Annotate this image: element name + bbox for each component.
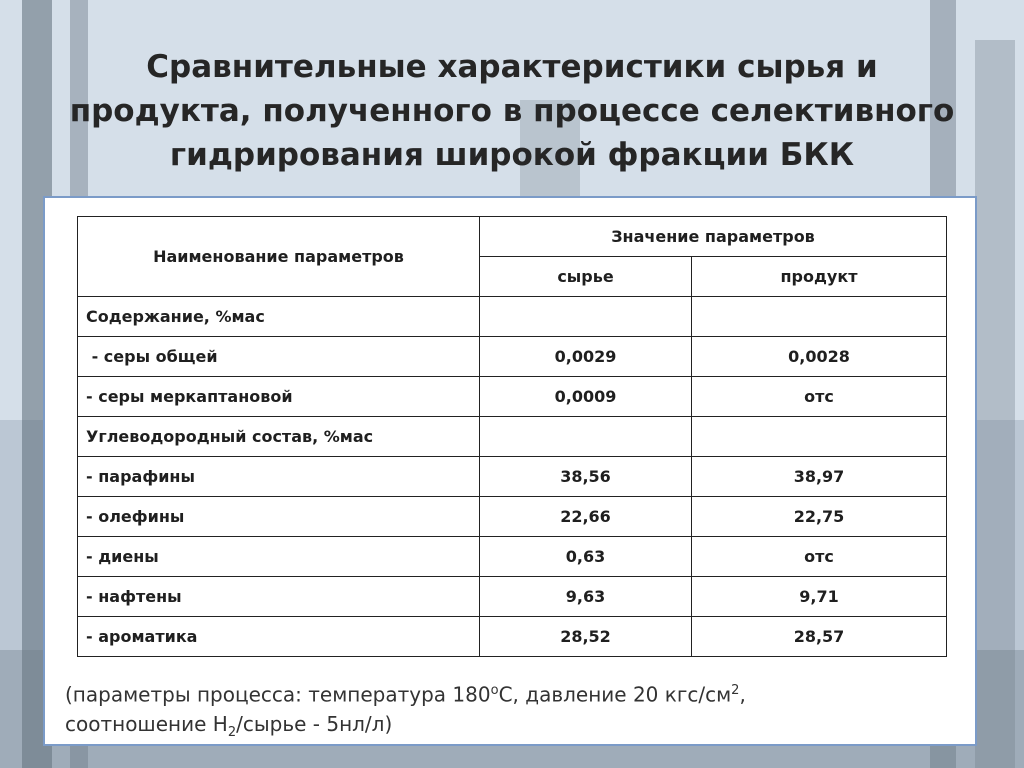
note-temperature-text: (параметры процесса: температура 180 — [65, 682, 491, 707]
note-line-2 — [65, 710, 945, 747]
process-parameters-note — [65, 676, 945, 747]
table-row — [78, 337, 947, 377]
row-raw: 38,56 — [480, 457, 692, 497]
note-ratio-value: /сырье - 5нл/л) — [236, 711, 393, 736]
row-raw: 28,52 — [480, 617, 692, 657]
row-product: отс — [692, 537, 947, 577]
header-product: продукт — [692, 257, 947, 297]
header-raw: сырье — [480, 257, 692, 297]
row-name: - олефины — [78, 497, 480, 537]
note-pressure-text: С, давление 20 кгс/см — [498, 682, 732, 707]
row-product — [692, 297, 947, 337]
table-row — [78, 457, 947, 497]
row-name: - парафины — [78, 457, 480, 497]
note-comma: , — [739, 682, 746, 707]
square-superscript: 2 — [731, 683, 740, 698]
table-row — [78, 617, 947, 657]
row-name: Содержание, %мас — [78, 297, 480, 337]
row-name: - серы общей — [78, 337, 480, 377]
row-name: - нафтены — [78, 577, 480, 617]
row-name: Углеводородный состав, %мас — [78, 417, 480, 457]
table-row — [78, 377, 947, 417]
row-raw — [480, 417, 692, 457]
content-panel — [43, 196, 977, 746]
table-row — [78, 577, 947, 617]
table-header-row — [78, 217, 947, 257]
table-row — [78, 417, 947, 457]
row-product: отс — [692, 377, 947, 417]
row-raw — [480, 297, 692, 337]
row-product: 9,71 — [692, 577, 947, 617]
row-name: - диены — [78, 537, 480, 577]
row-raw: 0,0009 — [480, 377, 692, 417]
row-name: - серы меркаптановой — [78, 377, 480, 417]
row-name: - ароматика — [78, 617, 480, 657]
header-values-group: Значение параметров — [480, 217, 947, 257]
row-product: 38,97 — [692, 457, 947, 497]
h2-subscript: 2 — [227, 724, 237, 740]
header-param-name: Наименование параметров — [78, 217, 480, 297]
row-raw: 0,0029 — [480, 337, 692, 377]
table-row — [78, 297, 947, 337]
slide-title: Сравнительные характеристики сырья и продукта, полученного в процессе селективного гидрирования широкой фракции БКК — [69, 49, 955, 173]
note-line-1 — [65, 676, 945, 710]
row-raw: 22,66 — [480, 497, 692, 537]
note-ratio-text: соотношение H — [65, 711, 228, 736]
table-row — [78, 497, 947, 537]
row-product: 0,0028 — [692, 337, 947, 377]
table-row — [78, 537, 947, 577]
row-raw: 0,63 — [480, 537, 692, 577]
row-product — [692, 417, 947, 457]
row-product: 28,57 — [692, 617, 947, 657]
row-raw: 9,63 — [480, 577, 692, 617]
degree-superscript: o — [490, 683, 499, 698]
row-product: 22,75 — [692, 497, 947, 537]
parameters-table — [77, 216, 947, 657]
